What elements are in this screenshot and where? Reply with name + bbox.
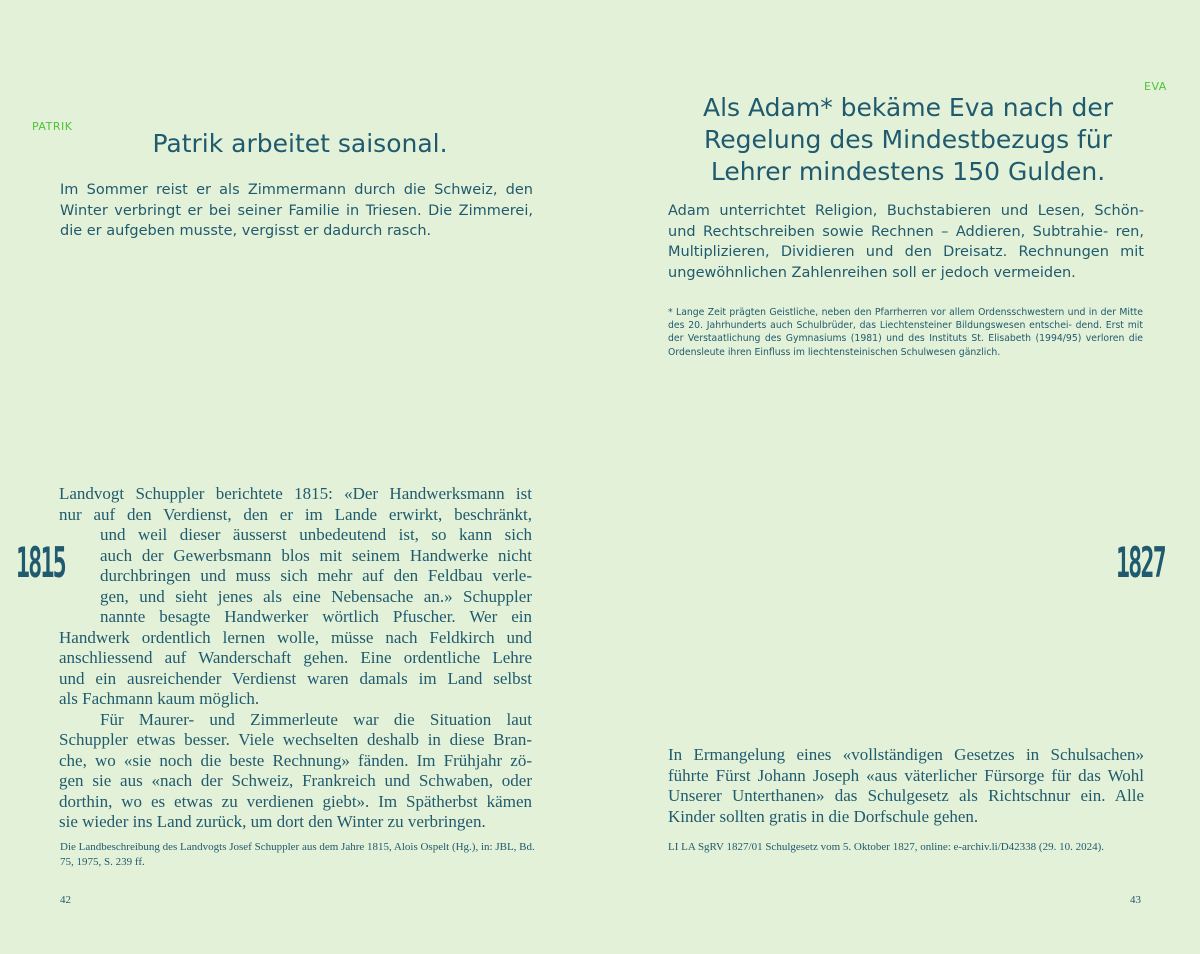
right-body-text: In Ermangelung eines «vollständigen Gesetzes in Schulsachen» führte Fürst Johann Joseph «aus väterlicher Fürsorge für das Wohl Unserer Unterthanen» das Schulgesetz als Richtschnur ein. Alle Kinder sollten gratis in die Dorfschule gehen.	[668, 745, 1144, 826]
right-intro-paragraph: Adam unterrichtet Religion, Buchstabieren und Lesen, Schön- und Rechtschreiben sowie Rechnen – Addieren, Subtrahie- ren, Multiplizieren, Dividieren und den Dreisatz. Rechnungen mit ungewöhnlichen Zahlenreihen soll er jedoch vermeiden.	[668, 203, 1144, 281]
body-line: und weil dieser äusserst unbedeutend ist, so kann sich	[100, 525, 532, 544]
body-line: Schuppler etwas besser. Viele wechselten deshalb in diese Bran-	[59, 730, 532, 749]
body-line: Handwerk ordentlich lernen wolle, müsse nach Feldkirch und	[59, 627, 532, 647]
body-line: sie wieder ins Land zurück, um dort den Winter zu verbringen.	[59, 812, 486, 831]
left-source-citation: Die Landbeschreibung des Landvogts Josef Schuppler aus dem Jahre 1815, Alois Ospelt (Hg.), in: JBL, Bd. 75, 1975, S. 239 ff.	[60, 841, 535, 868]
body-line: dorthin, wo es etwas zu verdienen giebt». Im Spätherbst kämen	[59, 791, 532, 811]
body-line: nur auf den Verdienst, den er im Lande erwirkt, beschränkt,	[59, 504, 532, 524]
footnote: * Lange Zeit prägten Geistliche, neben den Pfarrherren vor allem Ordensschwestern und in der Mitte des 20. Jahrhunderts auch Schulbrüder, das Liechtensteiner Bildungswesen entschei- dend. Erst mit der Verstaatlichung des Gymnasiums (1981) und des Instituts St. Elisabeth (1994/95) verloren die Ordensleute ihren Einfluss im liechtensteinischen Schulwesen gänzlich.	[668, 307, 1143, 358]
year-1827: 1827	[1116, 538, 1166, 587]
headline-line: Lehrer mindestens 150 Gulden.	[710, 156, 1106, 186]
page-number-right: 43	[1130, 894, 1141, 906]
body-line: gen, und sieht jenes als eine Nebensache an.» Schuppler	[100, 586, 532, 606]
right-headline	[668, 92, 1148, 187]
headline-line: Regelung des Mindestbezugs für	[704, 124, 1112, 154]
body-line: als Fachmann kaum möglich.	[59, 689, 260, 708]
body-line: durchbringen und muss sich mehr auf den Feldbau verle-	[100, 566, 532, 585]
headline-line: Als Adam* bekäme Eva nach der	[702, 93, 1114, 122]
section-label-eva: EVA	[1144, 80, 1167, 93]
body-line: gen sie aus «nach der Schweiz, Frankreich und Schwaben, oder	[59, 771, 532, 790]
right-source-citation: LI LA SgRV 1827/01 Schulgesetz vom 5. Oktober 1827, online: e-archiv.li/D42338 (29. 10. 2024).	[668, 841, 1105, 853]
section-label-patrik: PATRIK	[32, 120, 73, 133]
body-line: Landvogt Schuppler berichtete 1815: «Der Handwerksmann ist	[59, 484, 532, 503]
left-intro-paragraph: Im Sommer reist er als Zimmermann durch die Schweiz, den Winter verbringt er bei seiner Familie in Triesen. Die Zimmerei, die er aufgeben musste, vergisst er dadurch rasch.	[60, 182, 533, 239]
year-1815: 1815	[16, 538, 66, 587]
page-number-left: 42	[60, 894, 71, 906]
body-line: nannte besagte Handwerker wörtlich Pfuscher. Wer ein	[100, 607, 532, 626]
body-line: che, wo «sie noch die beste Rechnung» fänden. Im Frühjahr zö-	[59, 750, 532, 770]
left-headline: Patrik arbeitet saisonal.	[152, 129, 448, 158]
body-line: und ein ausreichender Verdienst waren damals im Land selbst	[59, 668, 532, 688]
left-body-text	[59, 484, 532, 833]
body-line: auch der Gewerbsmann blos mit seinem Handwerke nicht	[100, 545, 532, 565]
body-line: Für Maurer- und Zimmerleute war die Situation laut	[100, 709, 532, 729]
body-line: anschliessend auf Wanderschaft gehen. Eine ordentliche Lehre	[59, 648, 532, 667]
